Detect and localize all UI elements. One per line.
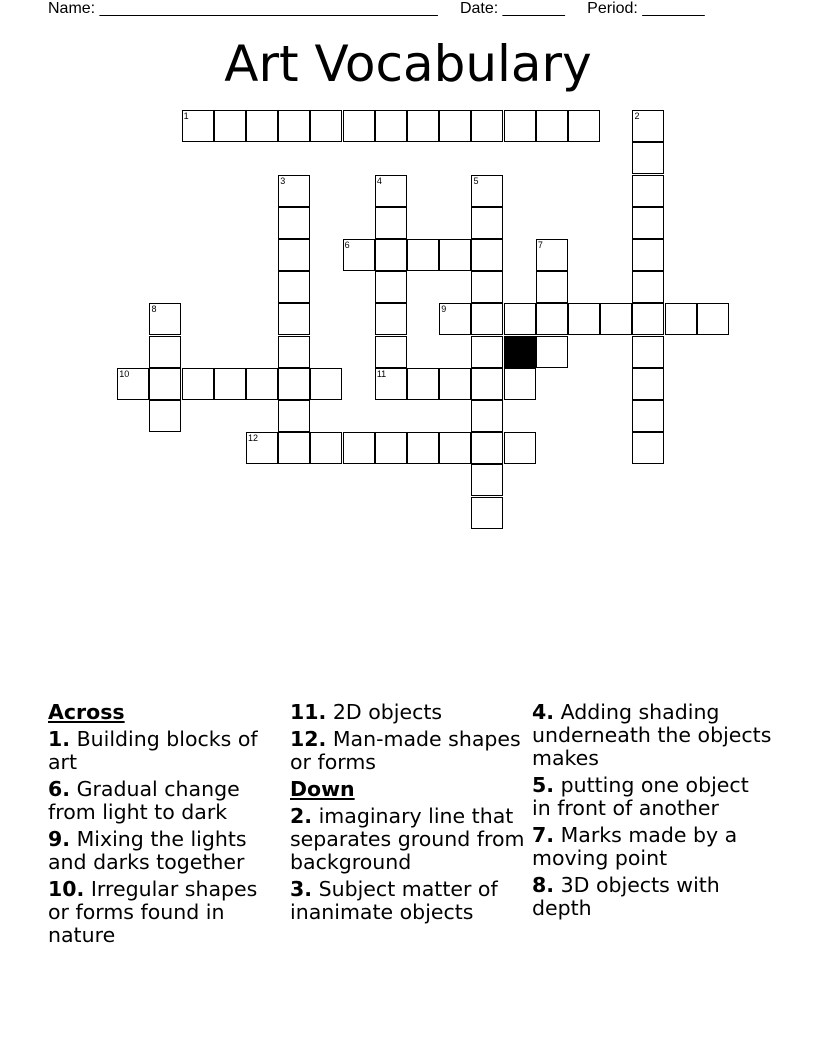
- across-heading: Across: [48, 700, 125, 724]
- grid-cell[interactable]: [665, 303, 697, 335]
- grid-cell[interactable]: [310, 368, 342, 400]
- grid-cell[interactable]: [471, 110, 503, 142]
- grid-cell[interactable]: [278, 336, 310, 368]
- grid-cell[interactable]: [278, 400, 310, 432]
- grid-cell[interactable]: [504, 303, 536, 335]
- clues-column-3: [532, 701, 772, 924]
- grid-cell[interactable]: [407, 110, 439, 142]
- black-square: [504, 336, 536, 368]
- grid-cell[interactable]: [697, 303, 729, 335]
- clue-across-10: 10. Irregular shapes or forms found in nature: [48, 877, 258, 947]
- grid-cell[interactable]: [310, 110, 342, 142]
- grid-cell[interactable]: [504, 432, 536, 464]
- grid-cell[interactable]: [632, 207, 664, 239]
- grid-cell[interactable]: [568, 303, 600, 335]
- grid-cell[interactable]: [149, 336, 181, 368]
- grid-cell[interactable]: [278, 432, 310, 464]
- clue-number: 9: [441, 304, 447, 315]
- grid-cell[interactable]: [407, 432, 439, 464]
- date-blank[interactable]: _______: [502, 0, 565, 17]
- grid-cell[interactable]: [632, 400, 664, 432]
- grid-cell[interactable]: [278, 207, 310, 239]
- grid-cell[interactable]: [439, 239, 471, 271]
- grid-cell[interactable]: [439, 432, 471, 464]
- grid-cell[interactable]: [246, 110, 278, 142]
- grid-cell[interactable]: [375, 175, 407, 207]
- grid-cell[interactable]: [536, 336, 568, 368]
- clue-number: 6: [344, 240, 350, 251]
- grid-cell[interactable]: [407, 368, 439, 400]
- clues-column-2: [290, 701, 530, 928]
- clue-number: 5: [473, 175, 479, 186]
- grid-cell[interactable]: [246, 368, 278, 400]
- clue-number: 11: [376, 368, 387, 379]
- clue-down-3: 3. Subject matter of inanimate objects: [290, 877, 498, 924]
- grid-cell[interactable]: [407, 239, 439, 271]
- name-blank[interactable]: ______________________________________: [99, 0, 438, 17]
- grid-cell[interactable]: [375, 239, 407, 271]
- grid-cell[interactable]: [278, 303, 310, 335]
- grid-cell[interactable]: [375, 271, 407, 303]
- clue-number: 4: [376, 175, 382, 186]
- clue-down-4: 4. Adding shading underneath the objects makes: [532, 700, 772, 770]
- grid-cell[interactable]: [632, 336, 664, 368]
- clue-down-7: 7. Marks made by a moving point: [532, 823, 738, 870]
- grid-cell[interactable]: [278, 239, 310, 271]
- grid-cell[interactable]: [149, 303, 181, 335]
- page-title: Art Vocabulary: [224, 35, 592, 93]
- clue-number: 3: [280, 175, 286, 186]
- grid-cell[interactable]: [471, 400, 503, 432]
- clue-across-11: 11. 2D objects: [290, 700, 443, 724]
- clue-across-6: 6. Gradual change from light to dark: [48, 777, 240, 824]
- clue-down-8: 8. 3D objects with depth: [532, 873, 720, 920]
- grid-cell[interactable]: [278, 110, 310, 142]
- clue-across-12: 12. Man-made shapes or forms: [290, 727, 521, 774]
- grid-cell[interactable]: [632, 368, 664, 400]
- grid-cell[interactable]: [504, 110, 536, 142]
- grid-cell[interactable]: [536, 271, 568, 303]
- clue-across-9: 9. Mixing the lights and darks together: [48, 827, 247, 874]
- grid-cell[interactable]: [600, 303, 632, 335]
- grid-cell[interactable]: [471, 464, 503, 496]
- grid-cell[interactable]: [471, 239, 503, 271]
- grid-cell[interactable]: [343, 432, 375, 464]
- clue-down-5: 5. putting one object in front of another: [532, 773, 749, 820]
- grid-cell[interactable]: [632, 303, 664, 335]
- grid-cell[interactable]: [471, 368, 503, 400]
- grid-cell[interactable]: [182, 110, 214, 142]
- grid-cell[interactable]: [310, 432, 342, 464]
- grid-cell[interactable]: [117, 368, 149, 400]
- grid-cell[interactable]: [536, 303, 568, 335]
- clue-across-1: 1. Building blocks of art: [48, 727, 258, 774]
- clue-number: 8: [151, 304, 157, 315]
- grid-cell[interactable]: [439, 303, 471, 335]
- grid-cell[interactable]: [536, 239, 568, 271]
- clues-column-1: [48, 701, 283, 951]
- period-blank[interactable]: _______: [642, 0, 705, 17]
- grid-cell[interactable]: [632, 142, 664, 174]
- grid-cell[interactable]: [149, 368, 181, 400]
- grid-cell[interactable]: [632, 110, 664, 142]
- grid-cell[interactable]: [343, 110, 375, 142]
- grid-cell[interactable]: [278, 368, 310, 400]
- grid-cell[interactable]: [536, 110, 568, 142]
- clue-number: 10: [119, 368, 130, 379]
- grid-cell[interactable]: [375, 303, 407, 335]
- grid-cell[interactable]: [439, 368, 471, 400]
- grid-cell[interactable]: [214, 110, 246, 142]
- name-label: Name:: [48, 0, 100, 17]
- grid-cell[interactable]: [214, 368, 246, 400]
- grid-cell[interactable]: [246, 432, 278, 464]
- grid-cell[interactable]: [471, 271, 503, 303]
- period-label: Period:: [587, 0, 643, 17]
- grid-cell[interactable]: [471, 497, 503, 529]
- grid-cell[interactable]: [471, 207, 503, 239]
- clue-number: 1: [183, 111, 189, 122]
- grid-cell[interactable]: [375, 336, 407, 368]
- down-heading: Down: [290, 777, 355, 801]
- grid-cell[interactable]: [471, 303, 503, 335]
- clue-down-2: 2. imaginary line that separates ground from background: [290, 804, 525, 874]
- grid-cell[interactable]: [149, 400, 181, 432]
- grid-cell[interactable]: [182, 368, 214, 400]
- grid-cell[interactable]: [375, 207, 407, 239]
- grid-cell[interactable]: [375, 110, 407, 142]
- grid-cell[interactable]: [471, 432, 503, 464]
- grid-cell[interactable]: [375, 368, 407, 400]
- date-label: Date:: [459, 0, 503, 17]
- grid-cell[interactable]: [278, 175, 310, 207]
- grid-cell[interactable]: [471, 175, 503, 207]
- grid-cell[interactable]: [278, 271, 310, 303]
- grid-cell[interactable]: [632, 175, 664, 207]
- grid-cell[interactable]: [439, 110, 471, 142]
- grid-cell[interactable]: [632, 271, 664, 303]
- grid-cell[interactable]: [343, 239, 375, 271]
- clue-number: 2: [634, 111, 640, 122]
- clue-number: 7: [537, 240, 543, 251]
- clue-number: 12: [248, 433, 259, 444]
- grid-cell[interactable]: [568, 110, 600, 142]
- grid-cell[interactable]: [471, 336, 503, 368]
- grid-cell[interactable]: [632, 432, 664, 464]
- grid-cell[interactable]: [375, 432, 407, 464]
- grid-cell[interactable]: [632, 239, 664, 271]
- grid-cell[interactable]: [504, 368, 536, 400]
